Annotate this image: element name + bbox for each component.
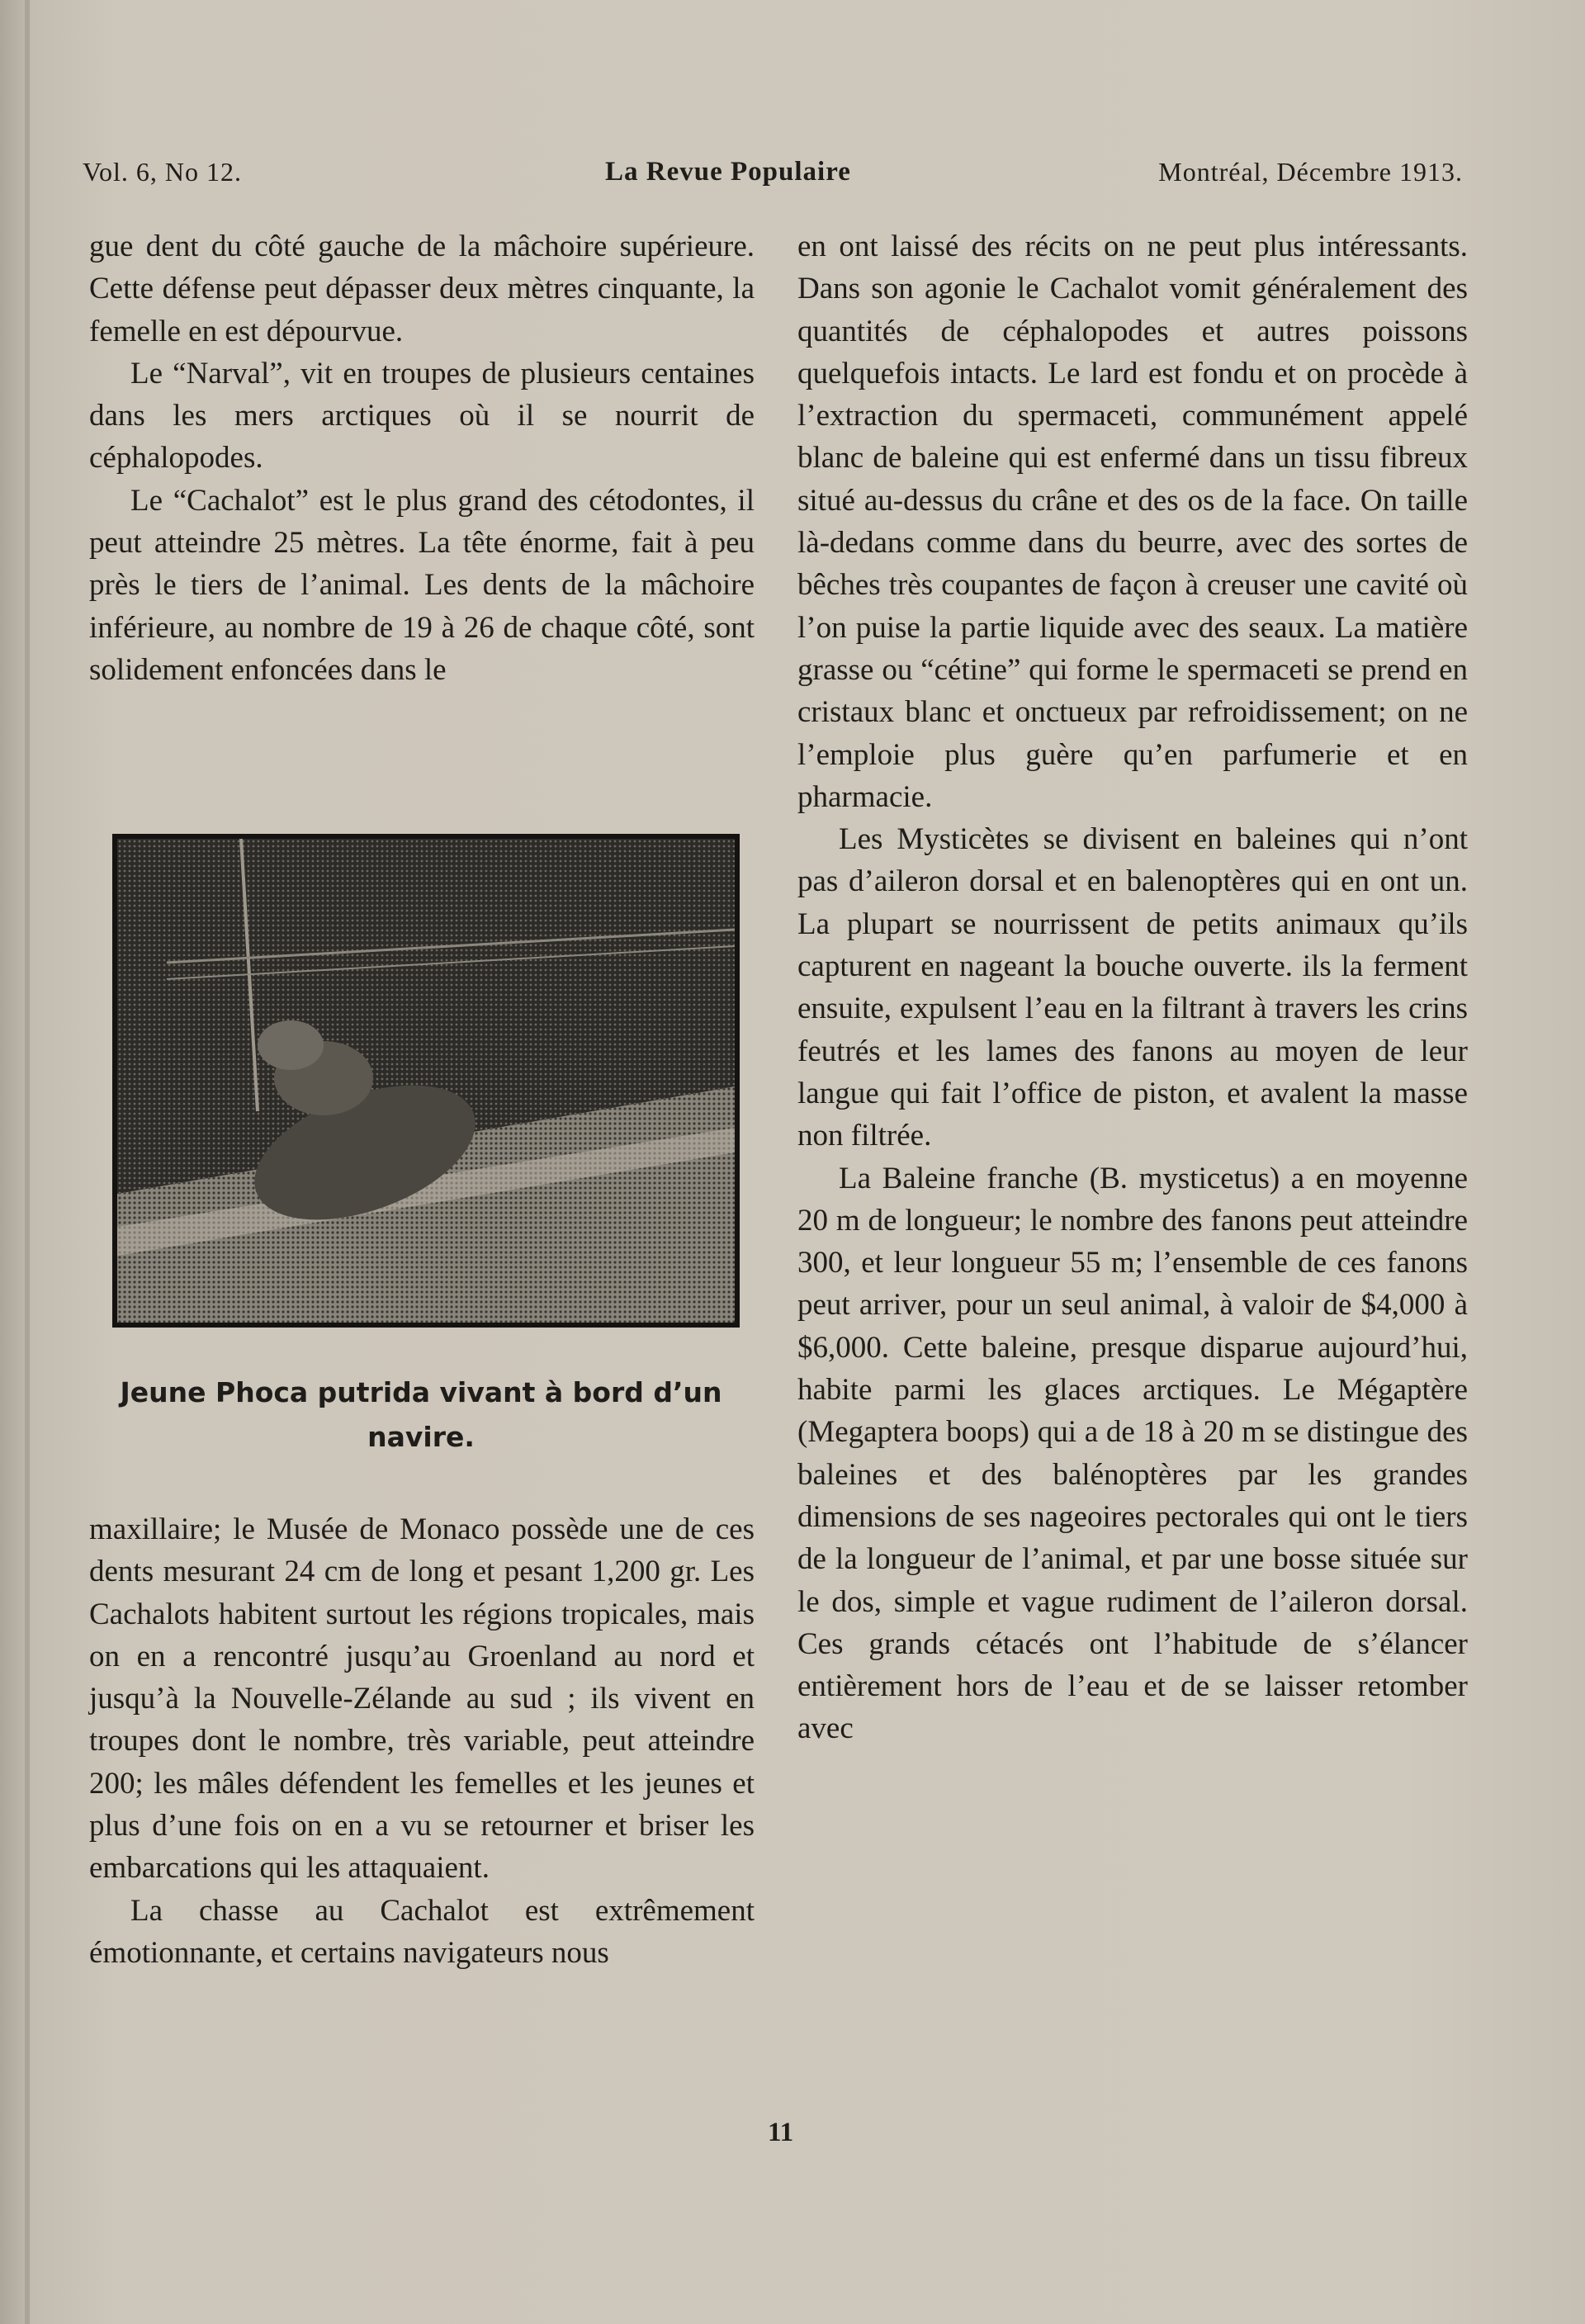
paragraph: en ont laissé des récits on ne peut plus intéressants. Dans son agonie le Cachalot vomit généralement des quantités de céphalopodes et autres poissons quelquefois intacts. Le lard est fondu et on procède à l’extraction du spermaceti, communément appelé blanc de baleine qui est enfermé dans un tissu fibreux situé au-dessus du crâne et des os de la face. On taille là-dedans comme dans du beurre, avec des sortes de bêches très coupantes de façon à creuser une cavité où l’on puise la partie liquide avec des seaux. La matière grasse ou “cétine” qui forme le spermaceti se prend en cristaux blanc et onctueux par refroidissement; on ne l’emploie plus guère qu’en parfumerie et en pharmacie. bbox=[797, 230, 1468, 814]
paragraph: gue dent du côté gauche de la mâchoire supérieure. Cette défense peut dépasser deux mètres cinquante, la femelle en est dépourvue. bbox=[89, 230, 755, 348]
volume-number: Vol. 6, No 12. bbox=[83, 157, 242, 187]
paragraph: La Baleine franche (B. mysticetus) a en moyenne 20 m de longueur; le nombre des fanons peut atteindre 300, et leur longueur 55 m; l’ensemble de ces fanons peut arriver, pour un seul animal, à valoir de $4,000 à $6,000. Cette baleine, presque disparue aujourd’hui, habite parmi les glaces arctiques. Le Mégaptère (Megaptera boops) qui a de 18 à 20 m se distingue des baleines et des balénoptères par les grandes dimensions de ses nageoires pectorales qui ont le tiers de la longueur de l’animal, et par une bosse située sur le dos, simple et vague rudiment de l’aileron dorsal. Ces grands cétacés ont l’habitude de s’élancer entièrement hors de l’eau et de se laisser retomber avec bbox=[797, 1161, 1468, 1746]
left-column-bottom bbox=[89, 1508, 755, 1974]
paragraph: Le “Narval”, vit en troupes de plusieurs centaines dans les mers arctiques où il se nourrit de céphalopodes. bbox=[89, 356, 755, 476]
magazine-title: La Revue Populaire bbox=[605, 157, 851, 187]
page-spine-shadow bbox=[25, 0, 30, 2324]
paragraph: La chasse au Cachalot est extrêmement émotionnante, et certains navigateurs nous bbox=[89, 1893, 755, 1970]
place-and-date: Montréal, Décembre 1913. bbox=[1158, 157, 1463, 187]
left-column-top bbox=[89, 225, 755, 691]
paragraph: maxillaire; le Musée de Monaco possède une de ces dents mesurant 24 cm de long et pesant 1,200 gr. Les Cachalots habitent surtout les régions tropicales, mais on en a rencontré jusqu’au Groenland au nord et jusqu’à la Nouvelle-Zélande au sud ; ils vivent en troupes dont le nombre, très variable, peut atteindre 200; les mâles défendent les femelles et les jeunes et plus d’une fois on en a vu se retourner et briser les embarcations qui les attaquaient. bbox=[89, 1512, 755, 1886]
paragraph: Le “Cachalot” est le plus grand des cétodontes, il peut atteindre 25 mètres. La tête énorme, fait à peu près le tiers de l’animal. Les dents de la mâchoire inférieure, au nombre de 19 à 26 de chaque côté, sont solidement enfoncées dans le bbox=[89, 483, 755, 687]
photo-caption: Jeune Phoca putrida vivant à bord d’un navire. bbox=[120, 1376, 722, 1453]
running-header bbox=[83, 157, 1463, 190]
paragraph: Les Mysticètes se divisent en baleines qui n’ont pas d’aileron dorsal et en balenoptères qui en ont un. La plupart se nourrissent de petits animaux qu’ils capturent en nageant la bouche ouverte. ils la ferment ensuite, expulsent l’eau en la filtrant à travers les crins feutrés et les lames des fanons au moyen de leur langue qui fait l’office de piston, et avalent la masse non filtrée. bbox=[797, 822, 1468, 1153]
page-number: 11 bbox=[768, 2118, 794, 2147]
halftone-photo bbox=[117, 839, 735, 1323]
seal-photograph bbox=[112, 834, 740, 1328]
right-column bbox=[797, 225, 1468, 1750]
